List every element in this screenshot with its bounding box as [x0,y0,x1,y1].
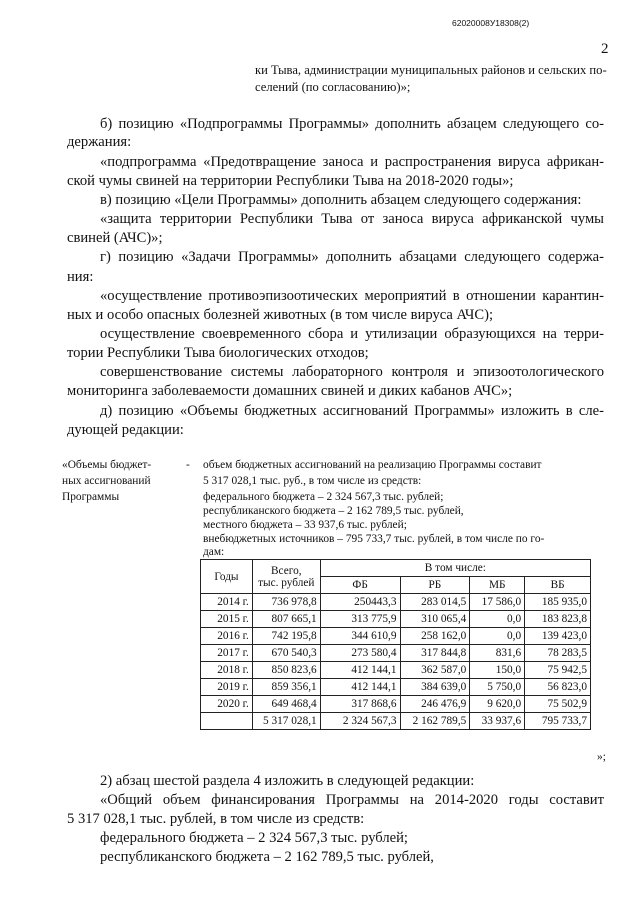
document-code: 62020008У18308(2) [452,18,530,28]
header-rb: РБ [400,577,470,594]
table-cell: 831,6 [470,645,525,662]
table-cell: 2018 г. [201,662,253,679]
intro-line-2: селений (по согласованию)»; [255,80,411,94]
body-line: свиней (АЧС)»; [67,230,163,246]
body-line: мониторинга заболеваемости домашних свиней и диких кабанов АЧС»; [67,383,513,399]
body-line: д) позицию «Объемы бюджетных ассигнований Программы» изложить в сле- [100,403,604,419]
table-cell: 185 935,0 [525,594,591,611]
table-cell: 56 823,0 [525,679,591,696]
header-total-line-2: тыс. рублей [258,576,315,589]
table-row [201,645,591,662]
table-cell: 283 014,5 [400,594,470,611]
table-cell: 2019 г. [201,679,253,696]
after-line: 2) абзац шестой раздела 4 изложить в следующей редакции: [100,773,475,789]
header-including: В том числе: [320,560,590,577]
table-cell: 2015 г. [201,611,253,628]
table-cell: 5 750,0 [470,679,525,696]
table-cell: 139 423,0 [525,628,591,645]
after-line: «Общий объем финансирования Программы на 2014-2020 годы составит [100,792,604,808]
table-cell: 313 775,9 [320,611,400,628]
position-dash: - [186,459,190,471]
body-line: г) позицию «Задачи Программы» дополнить абзацами следующего содержа- [100,249,604,265]
body-line: дующей редакции: [67,422,184,438]
table-cell [201,713,253,730]
table-row [201,713,591,730]
table-cell: 75 502,9 [525,696,591,713]
body-line: держания: [67,134,132,150]
table-row [201,594,591,611]
table-cell: 5 317 028,1 [252,713,320,730]
table-cell: 362 587,0 [400,662,470,679]
body-line: б) позицию «Подпрограммы Программы» дополнить абзацем следующего со- [100,116,604,132]
position-label-line: «Объемы бюджет- [62,459,152,471]
body-line: совершенствование системы лабораторного контроля и эпизоотологического [100,364,604,380]
table-cell: 2014 г. [201,594,253,611]
table-cell: 2 162 789,5 [400,713,470,730]
table-cell: 412 144,1 [320,679,400,696]
budget-line: федерального бюджета – 2 324 567,3 тыс. рублей; [203,491,444,503]
table-cell: 412 144,1 [320,662,400,679]
table-cell: 2017 г. [201,645,253,662]
table-row [201,611,591,628]
body-line: ской чумы свиней на территории Республики Тыва на 2018-2020 годы»; [67,173,514,189]
table-cell: 344 610,9 [320,628,400,645]
budget-line: республиканского бюджета – 2 162 789,5 тыс. рублей, [203,505,464,517]
table-cell: 75 942,5 [525,662,591,679]
table-cell: 649 468,4 [252,696,320,713]
table-cell: 183 823,8 [525,611,591,628]
header-total [252,560,320,594]
after-line: федерального бюджета – 2 324 567,3 тыс. рублей; [100,830,408,846]
table-cell: 2 324 567,3 [320,713,400,730]
table-cell: 2016 г. [201,628,253,645]
table-cell: 850 823,6 [252,662,320,679]
table-row [201,679,591,696]
header-total-line-1: Всего, [271,564,302,577]
body-line: осуществление своевременного сбора и утилизации образующихся на терри- [100,326,604,342]
body-line: в) позицию «Цели Программы» дополнить абзацем следующего содержания: [100,192,582,208]
table-cell: 317 868,6 [320,696,400,713]
table-cell: 859 356,1 [252,679,320,696]
budget-line: местного бюджета – 33 937,6 тыс. рублей; [203,519,407,531]
header-years: Годы [201,560,253,594]
table-cell: 317 844,8 [400,645,470,662]
body-line: «подпрограмма «Предотвращение заноса и распространения вируса африкан- [100,154,604,170]
table-cell: 807 665,1 [252,611,320,628]
budget-line: объем бюджетных ассигнований на реализацию Программы составит [203,459,542,471]
body-line: «осуществление противоэпизоотических мероприятий в отношении карантин- [100,288,604,304]
body-line: ных и особо опасных болезней животных (в том числе вируса АЧС); [67,307,494,323]
body-line: ния: [67,269,94,285]
header-fb: ФБ [320,577,400,594]
table-cell: 258 162,0 [400,628,470,645]
body-line: тории Республики Тыва биологических отходов; [67,345,369,361]
table-cell: 33 937,6 [470,713,525,730]
table-cell: 273 580,4 [320,645,400,662]
after-line: республиканского бюджета – 2 162 789,5 тыс. рублей, [100,849,434,865]
budget-line: внебюджетных источников – 795 733,7 тыс. рублей, в том числе по го- [203,533,545,545]
table-cell: 736 978,8 [252,594,320,611]
budget-line: 5 317 028,1 тыс. руб., в том числе из средств: [203,475,422,487]
table-cell: 246 476,9 [400,696,470,713]
table-cell: 742 195,8 [252,628,320,645]
header-mb: МБ [470,577,525,594]
table-cell: 250443,3 [320,594,400,611]
table-cell: 795 733,7 [525,713,591,730]
table-cell: 78 283,5 [525,645,591,662]
budget-table [200,559,591,730]
table-cell: 9 620,0 [470,696,525,713]
table-row [201,662,591,679]
table-closing-quote: »; [597,751,606,763]
table-row [201,696,591,713]
table-cell: 2020 г. [201,696,253,713]
table-row [201,628,591,645]
table-header-row [201,560,591,577]
page-number: 2 [601,41,609,57]
budget-line: дам: [203,546,225,558]
table-cell: 310 065,4 [400,611,470,628]
intro-line-1: ки Тыва, администрации муниципальных районов и сельских по- [255,63,607,77]
table-cell: 150,0 [470,662,525,679]
header-vb: ВБ [525,577,591,594]
table-cell: 670 540,3 [252,645,320,662]
table-cell: 17 586,0 [470,594,525,611]
position-label-line: ных ассигнований [62,475,151,487]
table-cell: 0,0 [470,611,525,628]
position-label-line: Программы [62,491,120,503]
table-cell: 0,0 [470,628,525,645]
after-line: 5 317 028,1 тыс. рублей, в том числе из средств: [67,811,365,827]
table-cell: 384 639,0 [400,679,470,696]
body-line: «защита территории Республики Тыва от заноса вируса африканской чумы [100,211,604,227]
